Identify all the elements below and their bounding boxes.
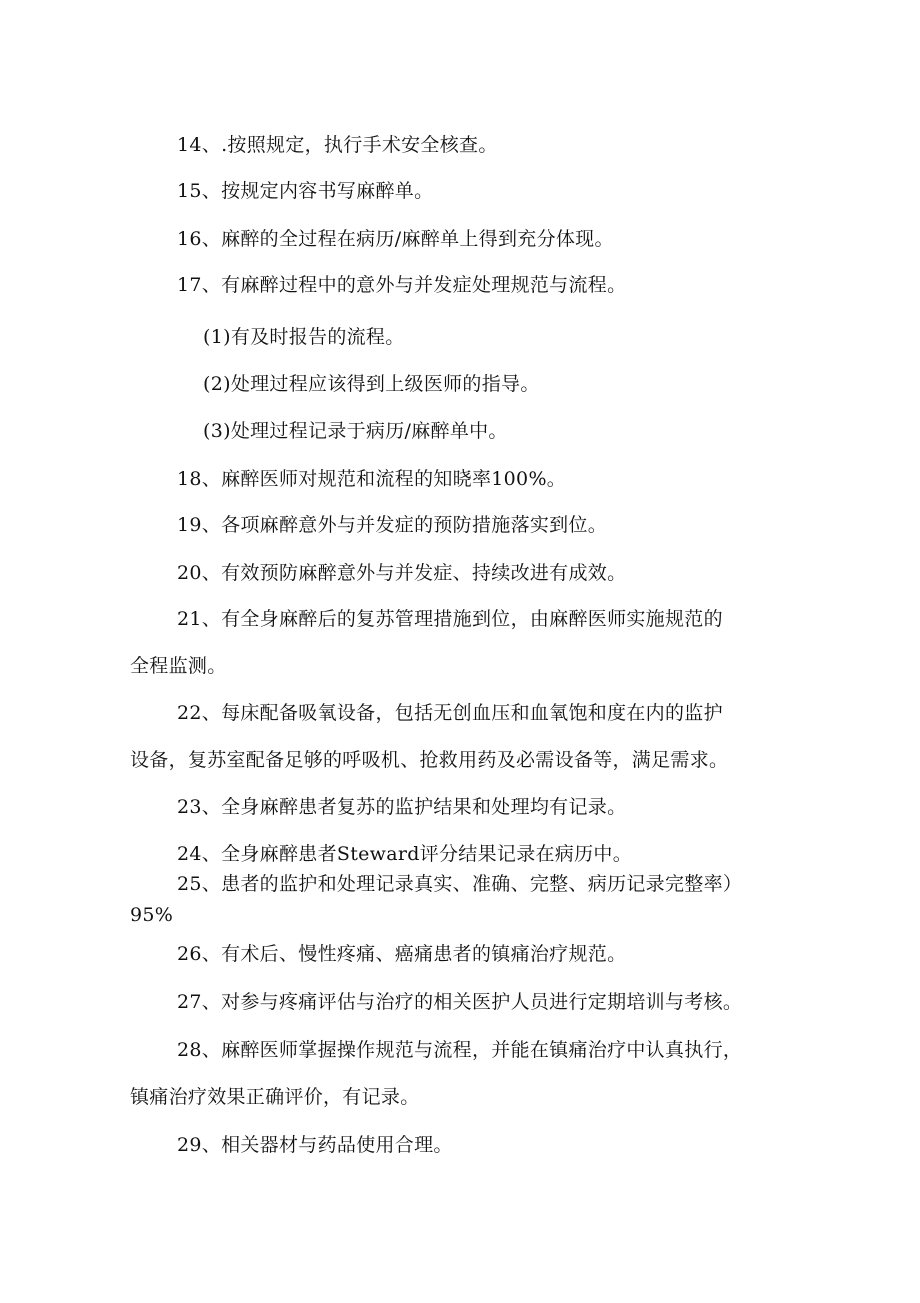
item-22-continued: 设备，复苏室配备足够的呼吸机、抢救用药及必需设备等，满足需求。: [130, 749, 729, 771]
sub-item-3: (3)处理过程记录于病历/麻醉单中。: [203, 420, 508, 442]
item-23: 23、全身麻醉患者复苏的监护结果和处理均有记录。: [177, 796, 627, 818]
sub-item-2: (2)处理过程应该得到上级医师的指导。: [203, 373, 540, 395]
item-28: 28、麻醉医师掌握操作规范与流程，并能在镇痛治疗中认真执行，: [177, 1039, 743, 1061]
item-29: 29、相关器材与药品使用合理。: [177, 1134, 453, 1156]
item-20: 20、有效预防麻醉意外与并发症、持续改进有成效。: [177, 562, 627, 584]
item-27: 27、对参与疼痛评估与治疗的相关医护人员进行定期培训与考核。: [177, 991, 743, 1013]
item-21: 21、有全身麻醉后的复苏管理措施到位，由麻醉医师实施规范的: [177, 608, 723, 630]
item-19: 19、各项麻醉意外与并发症的预防措施落实到位。: [177, 514, 608, 536]
item-26: 26、有术后、慢性疼痛、癌痛患者的镇痛治疗规范。: [177, 943, 627, 965]
item-15: 15、按规定内容书写麻醉单。: [177, 180, 434, 202]
item-21-continued: 全程监测。: [130, 655, 227, 677]
item-28-continued: 镇痛治疗效果正确评价，有记录。: [130, 1086, 420, 1108]
item-18: 18、麻醉医师对规范和流程的知晓率100%。: [177, 468, 567, 490]
item-14: 14、.按照规定，执行手术安全核查。: [177, 134, 498, 156]
item-16: 16、麻醉的全过程在病历/麻醉单上得到充分体现。: [177, 228, 614, 250]
sub-item-1: (1)有及时报告的流程。: [203, 326, 405, 348]
item-24: 24、全身麻醉患者Steward评分结果记录在病历中。: [177, 843, 633, 865]
item-22: 22、每床配备吸氧设备，包括无创血压和血氧饱和度在内的监护: [177, 702, 723, 724]
item-25: 25、患者的监护和处理记录真实、准确、完整、病历记录完整率）: [177, 873, 743, 895]
item-25-continued: 95%: [130, 904, 174, 926]
item-17: 17、有麻醉过程中的意外与并发症处理规范与流程。: [177, 274, 627, 296]
